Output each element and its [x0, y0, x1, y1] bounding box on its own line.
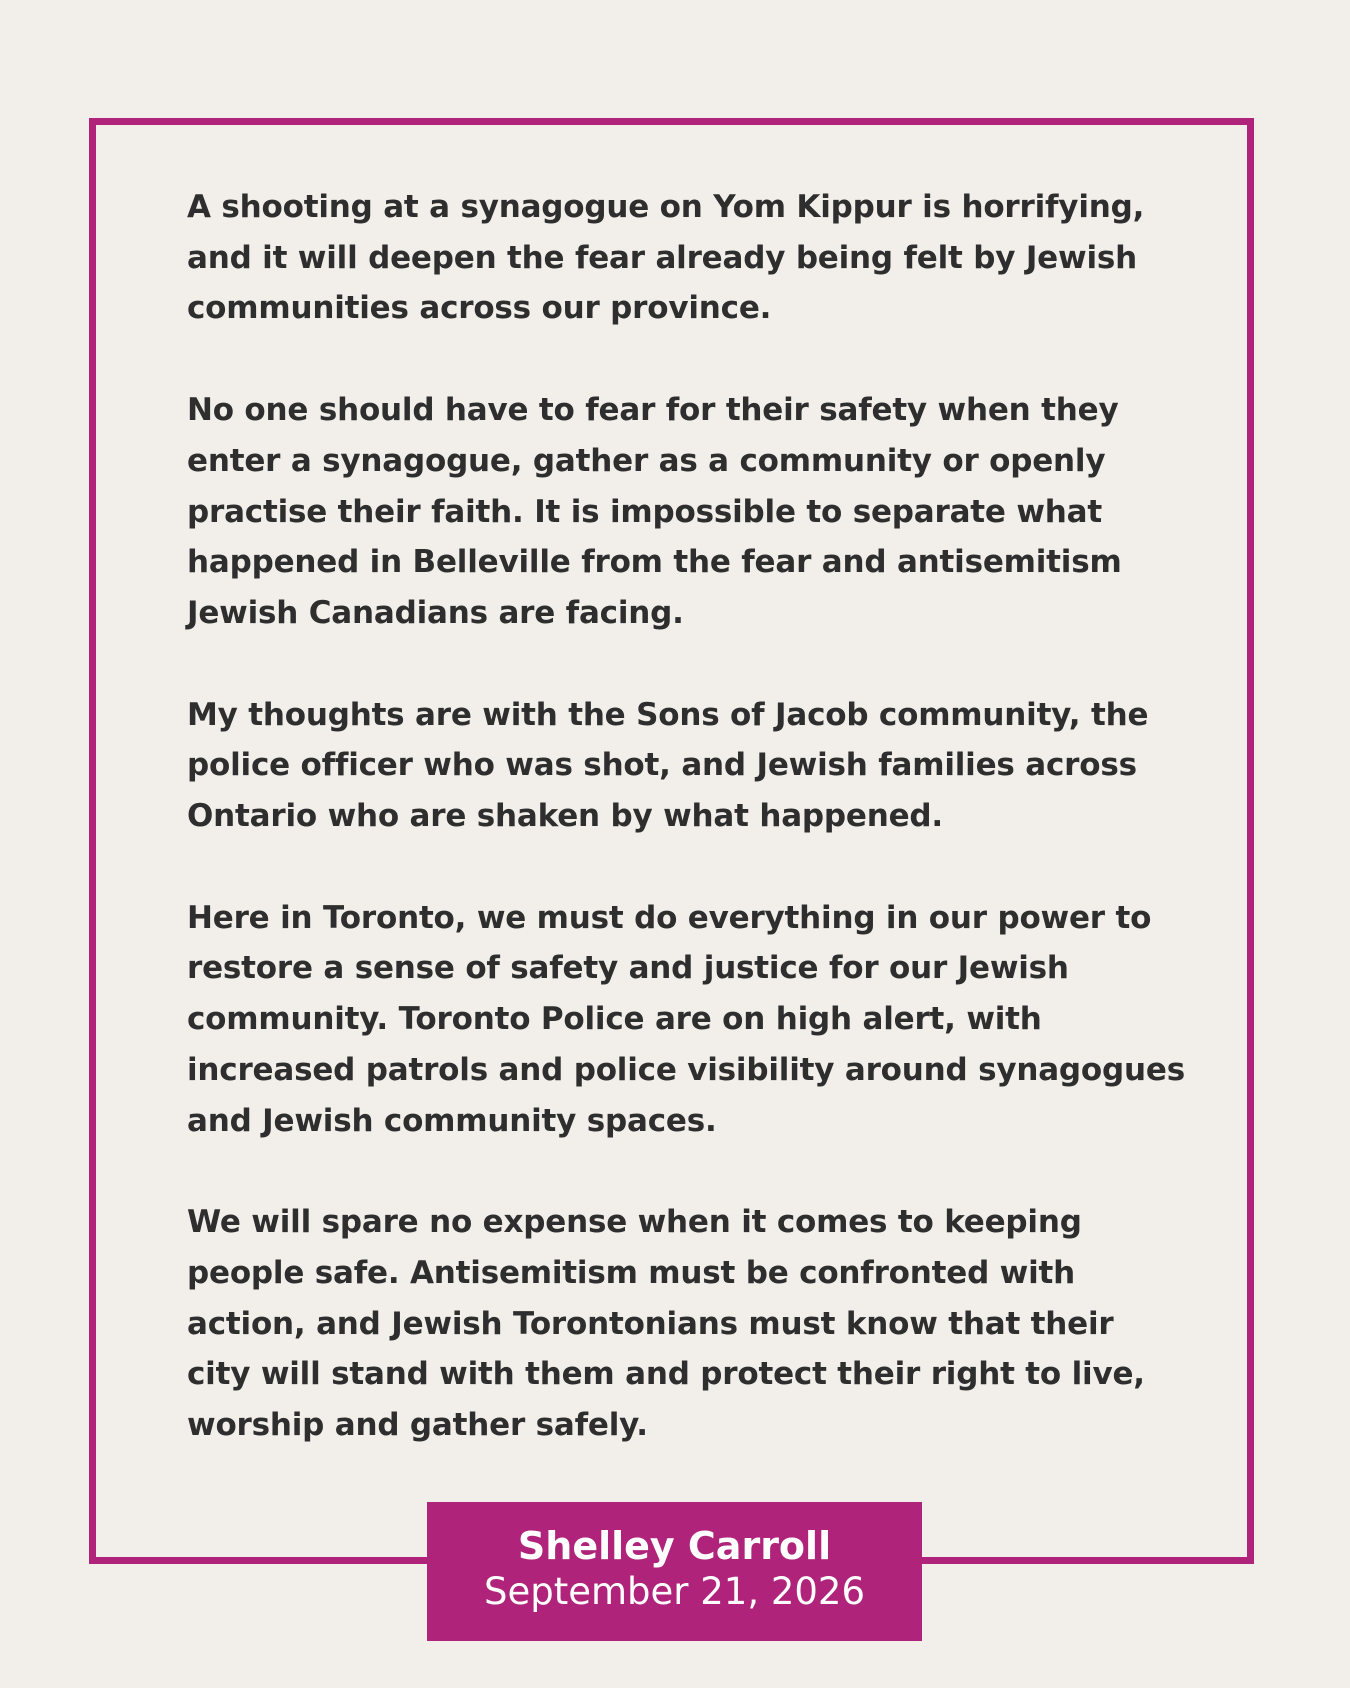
signature-date: September 21, 2026 — [483, 1570, 866, 1613]
statement-paragraph-1: A shooting at a synagogue on Yom Kippur is horrifying, and it will deepen the fear already being felt by Jewish communities across our province. — [187, 189, 1145, 327]
statement-paragraph-3: My thoughts are with the Sons of Jacob community, the police officer who was shot, and Jewish families across Ontario who are shaken by what happened. — [187, 696, 1149, 835]
statement-body — [187, 182, 1187, 1502]
statement-paragraph-2: No one should have to fear for their safety when they enter a synagogue, gather as a community or openly practise their faith. It is impossible to separate what happened in Belleville from the fear and antisemitism Jewish Canadians are facing. — [187, 392, 1122, 631]
signature-name: Shelley Carroll — [517, 1524, 832, 1568]
statement-paragraph-4: Here in Toronto, we must do everything in our power to restore a sense of safety and justice for our Jewish community. Toronto Police are on high alert, with increased patrols and police visibility around synagogues and Jewish community spaces. — [187, 899, 1185, 1139]
signature-block — [427, 1502, 922, 1641]
statement-paragraph-5: We will spare no expense when it comes to keeping people safe. Antisemitism must be confronted with action, and Jewish Torontonians must know that their city will stand with them and protect their right to live, worship and gather safely. — [187, 1204, 1145, 1444]
